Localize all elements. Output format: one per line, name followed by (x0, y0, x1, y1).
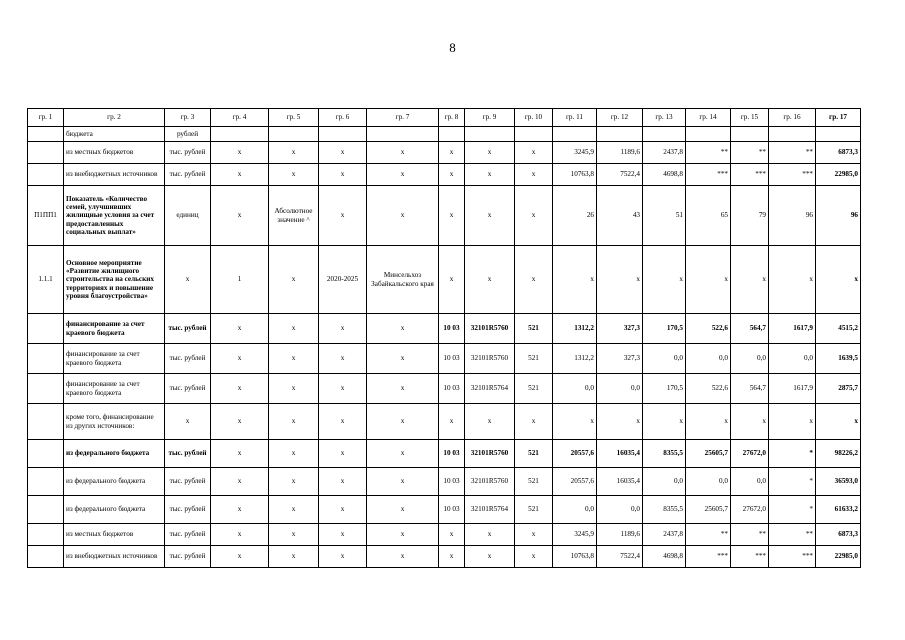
column-header-8: гр. 8 (439, 109, 465, 127)
table-cell-col-6: х (319, 404, 367, 440)
table-cell-col-5: х (269, 374, 319, 404)
table-cell-col-7: х (367, 524, 439, 546)
table-cell-col-9: х (465, 246, 515, 314)
table-cell-col-14: 522,6 (686, 314, 731, 344)
table-cell-col-16: ** (769, 524, 816, 546)
table-cell-col-10: х (515, 546, 553, 568)
table-cell-col-11: 1312,2 (553, 314, 597, 344)
table-cell-col-17: 22985,0 (816, 546, 861, 568)
table-cell-col-4: х (211, 186, 269, 246)
table-cell-col-12: 7522,4 (597, 164, 643, 186)
table-row (28, 127, 861, 142)
table-cell-col-12: х (597, 246, 643, 314)
column-header-5: гр. 5 (269, 109, 319, 127)
table-cell-col-14: 25605,7 (686, 440, 731, 468)
table-cell-col-13: 170,5 (643, 314, 686, 344)
table-cell-col-10: 521 (515, 440, 553, 468)
table-row (28, 468, 861, 496)
table-cell-col-17: х (816, 246, 861, 314)
table-cell-col-11: 10763,8 (553, 546, 597, 568)
table-cell-col-15: ** (731, 524, 769, 546)
table-cell-col-9: 32101R5764 (465, 496, 515, 524)
table-cell-col-15: *** (731, 164, 769, 186)
table-cell-col-2: финансирование за счет краевого бюджета (64, 374, 165, 404)
table-cell-col-5: х (269, 524, 319, 546)
column-header-2: гр. 2 (64, 109, 165, 127)
table-cell-col-15: 0,0 (731, 344, 769, 374)
table-cell-col-12: 16035,4 (597, 440, 643, 468)
table-cell-col-8 (439, 127, 465, 142)
table-body (28, 127, 861, 568)
table-cell-col-5: х (269, 496, 319, 524)
table-cell-col-10: х (515, 404, 553, 440)
table-cell-col-1 (28, 164, 64, 186)
table-cell-col-15: 79 (731, 186, 769, 246)
table-cell-col-17: 2875,7 (816, 374, 861, 404)
table-cell-col-17: 96 (816, 186, 861, 246)
table-cell-col-13: 2437,8 (643, 142, 686, 164)
table-row (28, 524, 861, 546)
table-cell-col-8: 10 03 (439, 468, 465, 496)
column-header-6: гр. 6 (319, 109, 367, 127)
table-cell-col-1 (28, 344, 64, 374)
table-cell-col-4: 1 (211, 246, 269, 314)
table-cell-col-4: х (211, 314, 269, 344)
table-cell-col-10: х (515, 246, 553, 314)
table-cell-col-10: 521 (515, 314, 553, 344)
table-cell-col-5: х (269, 468, 319, 496)
table-cell-col-3: тыс. рублей (165, 314, 211, 344)
table-cell-col-6: 2020-2025 (319, 246, 367, 314)
table-cell-col-8: х (439, 524, 465, 546)
table-cell-col-9: 32101R5760 (465, 468, 515, 496)
column-header-15: гр. 15 (731, 109, 769, 127)
table-cell-col-6: х (319, 164, 367, 186)
table-cell-col-13: 2437,8 (643, 524, 686, 546)
table-cell-col-7: х (367, 142, 439, 164)
table-cell-col-1 (28, 127, 64, 142)
table-cell-col-5: х (269, 440, 319, 468)
table-cell-col-1 (28, 468, 64, 496)
table-cell-col-11: 0,0 (553, 496, 597, 524)
table-cell-col-1 (28, 496, 64, 524)
table-cell-col-11: 10763,8 (553, 164, 597, 186)
table-cell-col-14: х (686, 246, 731, 314)
table-cell-col-13 (643, 127, 686, 142)
table-cell-col-9 (465, 127, 515, 142)
table-cell-col-8: х (439, 546, 465, 568)
table-cell-col-14: 0,0 (686, 468, 731, 496)
table-cell-col-16: * (769, 440, 816, 468)
table-cell-col-14: ** (686, 142, 731, 164)
table-cell-col-1: П1ПП1 (28, 186, 64, 246)
table-cell-col-6: х (319, 344, 367, 374)
table-cell-col-4: х (211, 164, 269, 186)
column-header-1: гр. 1 (28, 109, 64, 127)
table-cell-col-8: х (439, 186, 465, 246)
table-cell-col-8: х (439, 404, 465, 440)
table-cell-col-2: финансирование за счет краевого бюджета (64, 344, 165, 374)
table-cell-col-17: 22985,0 (816, 164, 861, 186)
table-cell-col-5: Абсолютное значение ^ (269, 186, 319, 246)
table-cell-col-5: х (269, 164, 319, 186)
table-cell-col-17: 6873,3 (816, 142, 861, 164)
table-row (28, 440, 861, 468)
table-cell-col-4: х (211, 404, 269, 440)
table-cell-col-15: 564,7 (731, 374, 769, 404)
table-cell-col-6: х (319, 546, 367, 568)
table-cell-col-9: 32101R5764 (465, 374, 515, 404)
table-cell-col-1: 1.1.1 (28, 246, 64, 314)
table-cell-col-3: х (165, 404, 211, 440)
table-cell-col-10: х (515, 186, 553, 246)
page-number: 8 (449, 40, 456, 55)
table-cell-col-1 (28, 440, 64, 468)
column-header-14: гр. 14 (686, 109, 731, 127)
table-cell-col-8: 10 03 (439, 440, 465, 468)
table-cell-col-2: бюджета (64, 127, 165, 142)
table-cell-col-15: 27672,0 (731, 496, 769, 524)
table-cell-col-11: 1312,2 (553, 344, 597, 374)
table-cell-col-12: 43 (597, 186, 643, 246)
table-row (28, 404, 861, 440)
table-cell-col-7: х (367, 440, 439, 468)
table-cell-col-17: 61633,2 (816, 496, 861, 524)
table-cell-col-14: ** (686, 524, 731, 546)
column-header-10: гр. 10 (515, 109, 553, 127)
header-row (28, 109, 861, 127)
table-row (28, 142, 861, 164)
table-cell-col-10: 521 (515, 374, 553, 404)
table-cell-col-2: Показатель «Количество семей, улучшивших жилищные условия за счет предоставленных социальных выплат» (64, 186, 165, 246)
table-cell-col-3: тыс. рублей (165, 142, 211, 164)
table-cell-col-12: 327,3 (597, 344, 643, 374)
table-cell-col-7: х (367, 496, 439, 524)
table-cell-col-1 (28, 524, 64, 546)
table-cell-col-5 (269, 127, 319, 142)
table-cell-col-4: х (211, 524, 269, 546)
table-cell-col-7 (367, 127, 439, 142)
table-cell-col-7: х (367, 546, 439, 568)
table-cell-col-16: 1617,9 (769, 314, 816, 344)
table-cell-col-3: тыс. рублей (165, 496, 211, 524)
table-cell-col-9: х (465, 186, 515, 246)
table-cell-col-3: тыс. рублей (165, 374, 211, 404)
table-cell-col-11: 20557,6 (553, 440, 597, 468)
table-cell-col-15: 0,0 (731, 468, 769, 496)
table-cell-col-14: х (686, 404, 731, 440)
table-cell-col-16: 96 (769, 186, 816, 246)
table-cell-col-10: 521 (515, 468, 553, 496)
table-cell-col-12: х (597, 404, 643, 440)
table-cell-col-2: Основное мероприятие «Развитие жилищного строительства на сельских территориях и повышение уровня благоустройства» (64, 246, 165, 314)
column-header-17: гр. 17 (816, 109, 861, 127)
table-cell-col-2: из местных бюджетов (64, 524, 165, 546)
table-cell-col-8: 10 03 (439, 344, 465, 374)
table-cell-col-11: 26 (553, 186, 597, 246)
column-header-11: гр. 11 (553, 109, 597, 127)
table-row (28, 344, 861, 374)
table-cell-col-14: *** (686, 546, 731, 568)
table-cell-col-13: 0,0 (643, 344, 686, 374)
table-cell-col-8: 10 03 (439, 314, 465, 344)
table-cell-col-2: из федерального бюджета (64, 468, 165, 496)
table-row (28, 246, 861, 314)
table-cell-col-3: х (165, 246, 211, 314)
table-cell-col-2: из местных бюджетов (64, 142, 165, 164)
table-cell-col-1 (28, 374, 64, 404)
table-cell-col-10: х (515, 164, 553, 186)
table-row (28, 164, 861, 186)
table-cell-col-12: 0,0 (597, 374, 643, 404)
table-cell-col-6: х (319, 440, 367, 468)
table-cell-col-17: 98226,2 (816, 440, 861, 468)
table-cell-col-6: х (319, 524, 367, 546)
table-cell-col-15: *** (731, 546, 769, 568)
table-cell-col-17: 1639,5 (816, 344, 861, 374)
table-cell-col-5: х (269, 404, 319, 440)
table-cell-col-7: х (367, 164, 439, 186)
table-cell-col-10 (515, 127, 553, 142)
table-cell-col-8: х (439, 164, 465, 186)
table-cell-col-13: х (643, 246, 686, 314)
table-row (28, 374, 861, 404)
table-cell-col-13: 4698,8 (643, 546, 686, 568)
table-cell-col-2: финансирование за счет краевого бюджета (64, 314, 165, 344)
table-cell-col-11: х (553, 404, 597, 440)
table-cell-col-12: 1189,6 (597, 524, 643, 546)
table-cell-col-4: х (211, 468, 269, 496)
table-cell-col-6 (319, 127, 367, 142)
table-cell-col-4: х (211, 440, 269, 468)
table-cell-col-17: 4515,2 (816, 314, 861, 344)
table-cell-col-3: тыс. рублей (165, 468, 211, 496)
table-cell-col-6: х (319, 468, 367, 496)
table-cell-col-12: 0,0 (597, 496, 643, 524)
table-cell-col-16 (769, 127, 816, 142)
budget-table (27, 108, 861, 568)
table-cell-col-5: х (269, 142, 319, 164)
column-header-4: гр. 4 (211, 109, 269, 127)
table-cell-col-3: тыс. рублей (165, 164, 211, 186)
table-cell-col-3: тыс. рублей (165, 344, 211, 374)
table-cell-col-12: 16035,4 (597, 468, 643, 496)
table-cell-col-6: х (319, 496, 367, 524)
table-cell-col-7: х (367, 468, 439, 496)
table-cell-col-14: *** (686, 164, 731, 186)
column-header-16: гр. 16 (769, 109, 816, 127)
column-header-9: гр. 9 (465, 109, 515, 127)
table-cell-col-9: х (465, 142, 515, 164)
table-cell-col-11 (553, 127, 597, 142)
table-row (28, 546, 861, 568)
table-cell-col-7: х (367, 186, 439, 246)
table-cell-col-13: 8355,5 (643, 496, 686, 524)
table-cell-col-8: 10 03 (439, 496, 465, 524)
column-header-3: гр. 3 (165, 109, 211, 127)
table-cell-col-1 (28, 314, 64, 344)
table-cell-col-16: * (769, 496, 816, 524)
table-cell-col-9: х (465, 164, 515, 186)
table-cell-col-5: х (269, 314, 319, 344)
table-cell-col-15: ** (731, 142, 769, 164)
table-cell-col-10: х (515, 142, 553, 164)
table-cell-col-1 (28, 142, 64, 164)
table-cell-col-16: х (769, 404, 816, 440)
table-cell-col-16: *** (769, 164, 816, 186)
table-cell-col-9: х (465, 546, 515, 568)
table-cell-col-7: х (367, 314, 439, 344)
table-cell-col-4: х (211, 374, 269, 404)
table-cell-col-13: 170,5 (643, 374, 686, 404)
table-cell-col-4: х (211, 496, 269, 524)
table-cell-col-13: 4698,8 (643, 164, 686, 186)
table-cell-col-2: из внебюджетных источников (64, 164, 165, 186)
table-cell-col-16: х (769, 246, 816, 314)
table-cell-col-16: 0,0 (769, 344, 816, 374)
table-cell-col-17: 6873,3 (816, 524, 861, 546)
table-cell-col-3: тыс. рублей (165, 546, 211, 568)
table-cell-col-5: х (269, 546, 319, 568)
table-cell-col-5: х (269, 344, 319, 374)
table-cell-col-13: х (643, 404, 686, 440)
table-cell-col-14: 65 (686, 186, 731, 246)
table-cell-col-15: х (731, 404, 769, 440)
table-cell-col-15 (731, 127, 769, 142)
table-row (28, 186, 861, 246)
table-cell-col-2: кроме того, финансирование из других источников: (64, 404, 165, 440)
table-cell-col-7: х (367, 374, 439, 404)
table-cell-col-17 (816, 127, 861, 142)
table-cell-col-4: х (211, 344, 269, 374)
table-cell-col-10: х (515, 524, 553, 546)
table-cell-col-11: х (553, 246, 597, 314)
table-cell-col-5: х (269, 246, 319, 314)
table-cell-col-6: х (319, 374, 367, 404)
table-cell-col-13: 51 (643, 186, 686, 246)
column-header-12: гр. 12 (597, 109, 643, 127)
table-cell-col-15: х (731, 246, 769, 314)
table-cell-col-10: 521 (515, 344, 553, 374)
table-cell-col-13: 0,0 (643, 468, 686, 496)
table-cell-col-3: единиц (165, 186, 211, 246)
table-cell-col-11: 3245,9 (553, 524, 597, 546)
table-cell-col-4 (211, 127, 269, 142)
table-cell-col-8: 10 03 (439, 374, 465, 404)
table-cell-col-12: 1189,6 (597, 142, 643, 164)
table-cell-col-9: х (465, 524, 515, 546)
table-cell-col-16: ** (769, 142, 816, 164)
table-cell-col-7: х (367, 404, 439, 440)
table-cell-col-17: х (816, 404, 861, 440)
table-cell-col-11: 20557,6 (553, 468, 597, 496)
table-cell-col-12 (597, 127, 643, 142)
table-cell-col-7: Минсельхоз Забайкальского края (367, 246, 439, 314)
table-cell-col-1 (28, 404, 64, 440)
table-cell-col-4: х (211, 142, 269, 164)
column-header-7: гр. 7 (367, 109, 439, 127)
table-cell-col-10: 521 (515, 496, 553, 524)
table-cell-col-6: х (319, 186, 367, 246)
table-cell-col-3: тыс. рублей (165, 440, 211, 468)
table-cell-col-8: х (439, 246, 465, 314)
table-cell-col-4: х (211, 546, 269, 568)
table-cell-col-6: х (319, 142, 367, 164)
table-cell-col-17: 36593,0 (816, 468, 861, 496)
table-cell-col-16: * (769, 468, 816, 496)
table-cell-col-3: рублей (165, 127, 211, 142)
table-row (28, 314, 861, 344)
table-cell-col-15: 564,7 (731, 314, 769, 344)
table-cell-col-14: 522,6 (686, 374, 731, 404)
table-cell-col-2: из федерального бюджета (64, 496, 165, 524)
table-cell-col-13: 8355,5 (643, 440, 686, 468)
table-cell-col-6: х (319, 314, 367, 344)
column-header-13: гр. 13 (643, 109, 686, 127)
table-cell-col-8: х (439, 142, 465, 164)
table-cell-col-7: х (367, 344, 439, 374)
table-cell-col-16: 1617,9 (769, 374, 816, 404)
table-cell-col-9: 32101R5760 (465, 344, 515, 374)
table-cell-col-2: из внебюджетных источников (64, 546, 165, 568)
table-cell-col-14 (686, 127, 731, 142)
table-cell-col-16: *** (769, 546, 816, 568)
table-cell-col-1 (28, 546, 64, 568)
table-cell-col-12: 327,3 (597, 314, 643, 344)
table-cell-col-9: х (465, 404, 515, 440)
table-cell-col-2: из федерального бюджета (64, 440, 165, 468)
table-cell-col-12: 7522,4 (597, 546, 643, 568)
table-cell-col-9: 32101R5760 (465, 440, 515, 468)
table-cell-col-14: 25605,7 (686, 496, 731, 524)
table-cell-col-15: 27672,0 (731, 440, 769, 468)
table-cell-col-14: 0,0 (686, 344, 731, 374)
table-cell-col-11: 3245,9 (553, 142, 597, 164)
table-row (28, 496, 861, 524)
table-cell-col-9: 32101R5760 (465, 314, 515, 344)
table-cell-col-11: 0,0 (553, 374, 597, 404)
table-cell-col-3: тыс. рублей (165, 524, 211, 546)
